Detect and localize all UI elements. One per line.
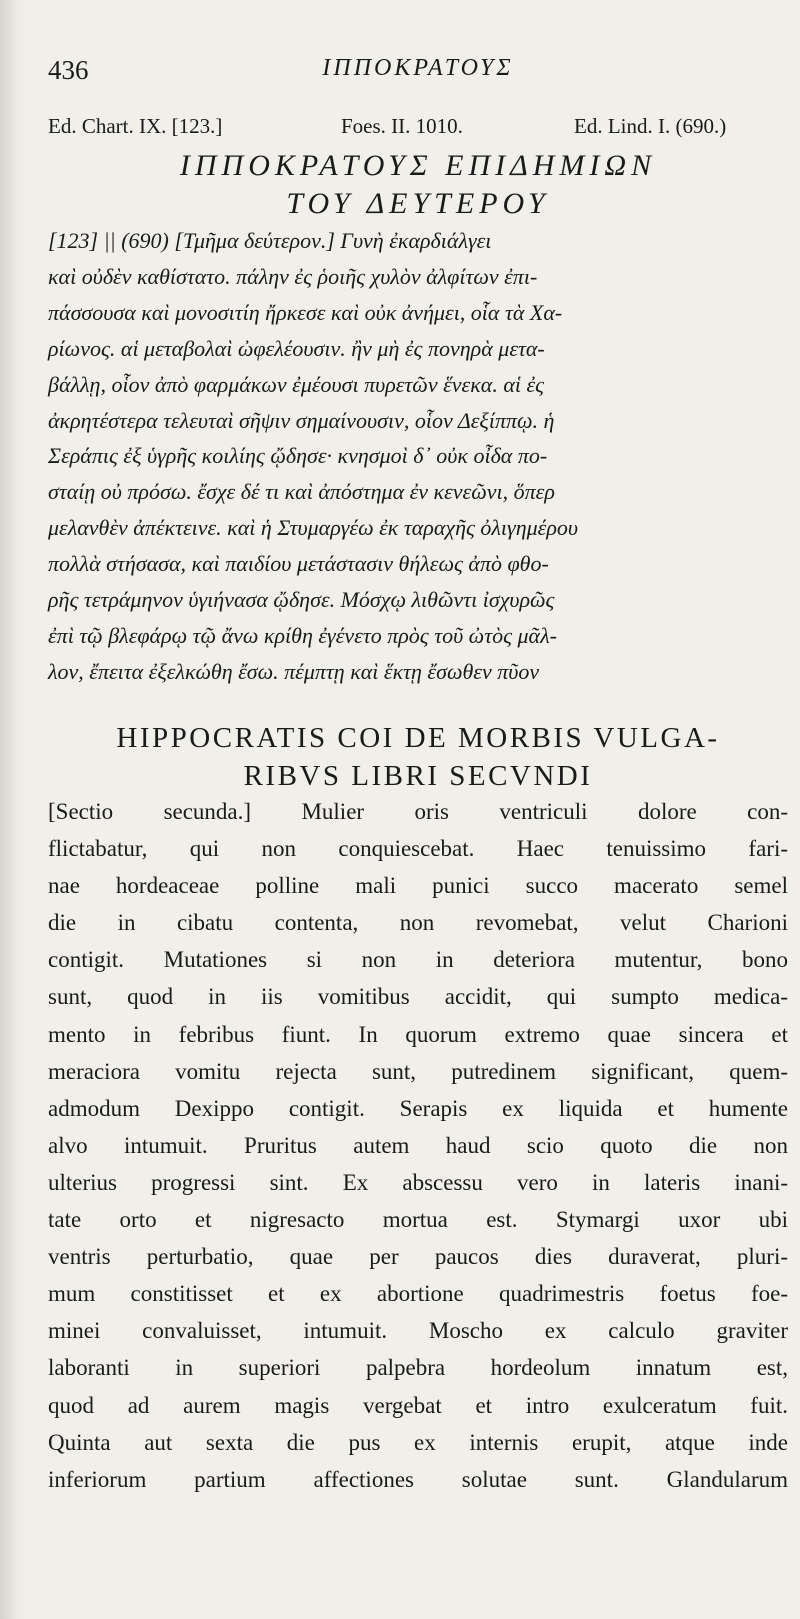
latin-line: mento in febribus fiunt. In quorum extremo quae sincera et <box>48 1021 788 1047</box>
greek-line: λον, ἔπειτα ἐξελκώθη ἔσω. πέμπτῃ καὶ ἕκτῃ ἔσωθεν πῦον <box>48 658 540 684</box>
latin-line: meraciora vomitu rejecta sunt, putredinem significant, quem- <box>48 1058 788 1084</box>
greek-title-line: ΙΠΠΟΚΡΑΤΟΥΣ ΕΠΙΔΗΜΙΩΝ <box>179 149 657 182</box>
greek-line: σταίῃ οὐ πρόσω. ἔσχε δέ τι καὶ ἀπόστημα ἐν κενεῶνι, ὅπερ <box>48 479 555 505</box>
latin-title-line: HIPPOCRATIS COI DE MORBIS VULGA- <box>116 722 720 754</box>
greek-text <box>48 223 788 690</box>
greek-title-line: ΤΟΥ ΔΕΥΤΕΡΟΥ <box>286 187 550 220</box>
edition-references <box>48 114 788 144</box>
greek-line: καὶ οὐδὲν καθίστατο. πάλην ἐς ῥοιῆς χυλὸν ἀλφίτων ἐπι- <box>48 263 538 289</box>
latin-line: admodum Dexippo contigit. Serapis ex liquida et humente <box>48 1095 788 1121</box>
latin-line: nae hordeaceae polline mali punici succo macerato semel <box>48 873 788 899</box>
page-header <box>48 55 788 95</box>
page-edge-shadow <box>0 0 26 1619</box>
greek-line: ἀκρητέστερα τελευταὶ σῆψιν σημαίνουσιν, οἷον Δεξίππῳ. ἡ <box>48 407 555 433</box>
latin-line: contigit. Mutationes si non in deteriora mutentur, bono <box>48 947 788 973</box>
latin-line: flictabatur, qui non conquiescebat. Haec tenuissimo fari- <box>48 836 788 862</box>
greek-line: [123] || (690) [Τμῆμα δεύτερον.] Γυνὴ ἐκαρδιάλγει <box>48 228 492 253</box>
latin-line: sunt, quod in iis vomitibus accidit, qui sumpto medica- <box>48 984 788 1010</box>
latin-title <box>48 719 788 795</box>
greek-line: πάσσουσα καὶ μονοσιτίη ἤρκεσε καὶ οὐκ ἀνήμει, οἷα τὰ Χα- <box>48 299 563 325</box>
latin-line: alvo intumuit. Pruritus autem haud scio quoto die non <box>48 1132 788 1158</box>
latin-line: die in cibatu contenta, non revomebat, velut Charioni <box>48 910 788 936</box>
latin-text <box>48 793 788 1498</box>
greek-line: βάλλῃ, οἷον ἀπὸ φαρμάκων ἐμέουσι πυρετῶν ἕνεκα. αἱ ἐς <box>48 371 545 397</box>
latin-line: minei convaluisset, intumuit. Moscho ex calculo graviter <box>48 1318 788 1344</box>
latin-line: Quinta aut sexta die pus ex internis erupit, atque inde <box>48 1429 788 1455</box>
latin-line: tate orto et nigresacto mortua est. Stymargi uxor ubi <box>48 1207 788 1233</box>
page-number: 436 <box>48 55 89 85</box>
greek-line: ρίωνος. αἱ μεταβολαὶ ὠφελέουσιν. ἢν μὴ ἐς πονηρὰ μετα- <box>48 335 545 361</box>
greek-line: ρῆς τετράμηνον ὑγιήνασα ᾤδησε. Μόσχῳ λιθῶντι ἰσχυρῶς <box>48 587 555 613</box>
latin-line: [Sectio secunda.] Mulier oris ventriculi dolore con- <box>48 799 788 824</box>
greek-line: ἐπὶ τῷ βλεφάρῳ τῷ ἄνω κρίθη ἐγένετο πρὸς τοῦ ὠτὸς μᾶλ- <box>48 622 557 648</box>
greek-line: Σεράπις ἐξ ὑγρῆς κοιλίης ᾤδησε· κνησμοὶ δ᾽ οὐκ οἶδα πο- <box>48 443 548 469</box>
running-head: ΙΠΠΟΚΡΑΤΟΥΣ <box>322 55 514 81</box>
greek-line: πολλὰ στήσασα, καὶ παιδίου μετάστασιν θήλεως ἀπὸ φθο- <box>48 551 549 577</box>
latin-line: ventris perturbatio, quae per paucos dies duraverat, pluri- <box>48 1244 788 1270</box>
ref-foes: Foes. II. 1010. <box>341 114 463 138</box>
ref-lind: Ed. Lind. I. (690.) <box>574 114 727 138</box>
greek-title <box>48 147 788 223</box>
ref-chart: Ed. Chart. IX. [123.] <box>48 114 223 138</box>
latin-line: laboranti in superiori palpebra hordeolum innatum est, <box>48 1355 788 1381</box>
latin-line: quod ad aurem magis vergebat et intro exulceratum fuit. <box>48 1392 788 1418</box>
latin-title-line: RIBVS LIBRI SECVNDI <box>243 760 593 792</box>
greek-line: μελανθὲν ἀπέκτεινε. καὶ ἡ Στυμαργέω ἐκ ταραχῆς ὀλιγημέρου <box>48 515 578 541</box>
latin-line: inferiorum partium affectiones solutae sunt. Glandularum <box>48 1466 788 1492</box>
latin-line: ulterius progressi sint. Ex abscessu vero in lateris inani- <box>48 1169 788 1195</box>
latin-line: mum constitisset et ex abortione quadrimestris foetus foe- <box>48 1281 788 1307</box>
